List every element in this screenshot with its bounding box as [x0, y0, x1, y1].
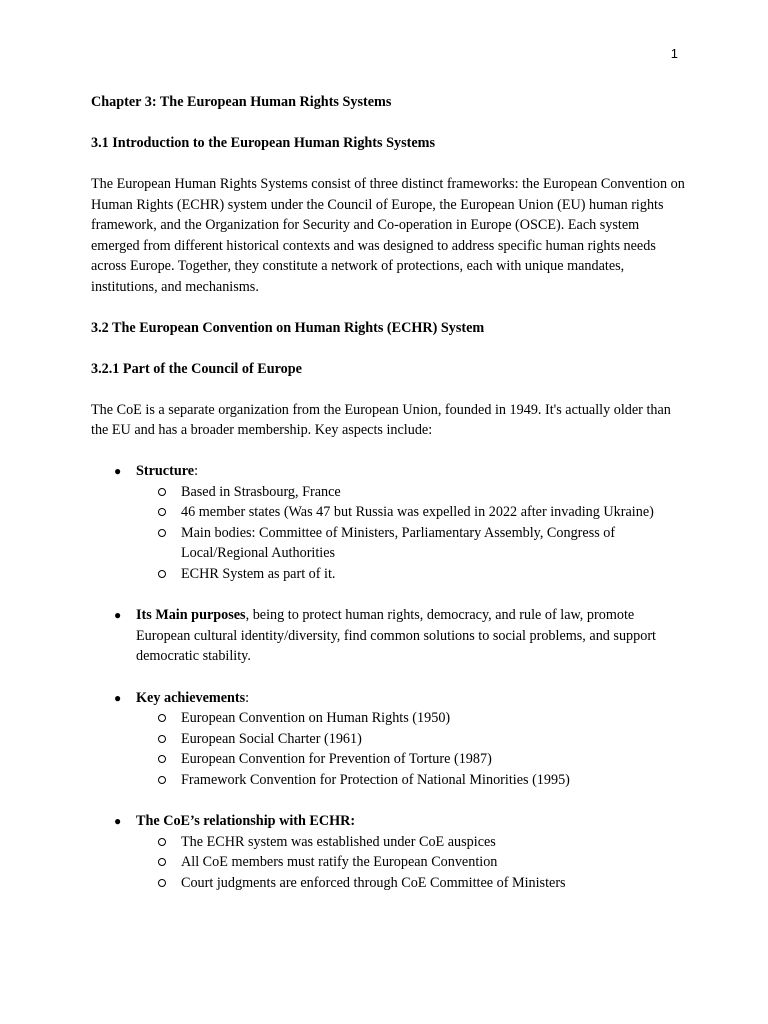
- list-item: [136, 564, 686, 585]
- sub-item-text: The ECHR system was established under CoE auspices: [181, 833, 496, 850]
- bullet-text: :: [194, 463, 199, 479]
- intro-paragraph: The European Human Rights Systems consist of three distinct frameworks: the European Convention on Human Rights (ECHR) system under the Council of Europe, the European Union (EU) human rights framework, and the Organization for Security and Co-operation in Europe (OSCE). Each system emerged from different historical contexts and was designed to address specific human rights needs across Europe. Together, they constitute a network of protections, each with unique mandates, institutions, and mechanisms.: [91, 176, 685, 295]
- bullet-label: The CoE’s relationship with ECHR:: [136, 813, 356, 829]
- bullet-icon: ●: [114, 608, 122, 622]
- sub-item-text: Based in Strasbourg, France: [181, 483, 341, 500]
- sub-list: [136, 482, 686, 585]
- list-item: [136, 873, 686, 894]
- section-heading-3-1: 3.1 Introduction to the European Human Rights Systems: [91, 135, 435, 151]
- bullet-label: Its Main purposes: [136, 607, 246, 623]
- list-item: [136, 729, 686, 750]
- list-item: [136, 770, 686, 791]
- bullet-label: Structure: [136, 463, 195, 479]
- sub-item-text: 46 member states (Was 47 but Russia was expelled in 2022 after invading Ukraine): [181, 504, 654, 520]
- hollow-bullet-icon: [158, 488, 166, 496]
- hollow-bullet-icon: [158, 858, 166, 866]
- sub-item-text: ECHR System as part of it.: [181, 565, 336, 582]
- list-item: [91, 688, 686, 791]
- section-heading-3-2-1: 3.2.1 Part of the Council of Europe: [91, 360, 302, 377]
- document-body: [91, 92, 686, 893]
- list-item: [136, 708, 686, 729]
- list-item: [136, 832, 686, 853]
- hollow-bullet-icon: [158, 570, 166, 578]
- hollow-bullet-icon: [158, 529, 166, 537]
- bullet-text: :: [245, 689, 250, 706]
- hollow-bullet-icon: [158, 755, 166, 763]
- sub-list: [136, 832, 686, 894]
- list-item: [91, 811, 686, 893]
- sub-item-text: European Convention for Prevention of Torture (1987): [181, 751, 492, 767]
- list-item: [136, 749, 686, 770]
- list-item: [136, 502, 686, 523]
- sub-item-text: All CoE members must ratify the European Convention: [181, 854, 498, 870]
- bullet-icon: ●: [114, 464, 122, 478]
- bullet-label: Key achievements: [136, 689, 246, 706]
- coe-paragraph: The CoE is a separate organization from the European Union, founded in 1949. It's actually older than the EU and has a broader membership. Key aspects include:: [91, 401, 671, 438]
- page-number: 1: [670, 46, 678, 61]
- hollow-bullet-icon: [158, 714, 166, 722]
- list-item: [136, 482, 686, 503]
- bullet-icon: ●: [114, 814, 122, 828]
- section-heading-3-2: 3.2 The European Convention on Human Rights (ECHR) System: [91, 319, 485, 336]
- list-item: [136, 523, 686, 564]
- hollow-bullet-icon: [158, 776, 166, 784]
- bullet-text: , being to protect human rights, democracy, and rule of law, promote European cultural identity/diversity, find common solutions to social problems, and support democratic stability.: [136, 607, 656, 664]
- list-item: [91, 605, 686, 667]
- chapter-title: Chapter 3: The European Human Rights Systems: [91, 94, 392, 110]
- sub-item-text: Framework Convention for Protection of National Minorities (1995): [181, 771, 570, 788]
- hollow-bullet-icon: [158, 838, 166, 846]
- sub-item-text: European Social Charter (1961): [181, 730, 362, 747]
- hollow-bullet-icon: [158, 508, 166, 516]
- hollow-bullet-icon: [158, 735, 166, 743]
- bullet-icon: ●: [114, 690, 122, 705]
- sub-item-text: European Convention on Human Rights (1950): [181, 710, 451, 726]
- list-item: [91, 461, 686, 584]
- sub-item-text: Main bodies: Committee of Ministers, Parliamentary Assembly, Congress of Local/Regional Authorities: [181, 524, 616, 561]
- list-item: [136, 852, 686, 873]
- key-aspects-list: [91, 461, 686, 893]
- sub-item-text: Court judgments are enforced through CoE Committee of Ministers: [181, 874, 566, 891]
- hollow-bullet-icon: [158, 879, 166, 887]
- sub-list: [136, 708, 686, 790]
